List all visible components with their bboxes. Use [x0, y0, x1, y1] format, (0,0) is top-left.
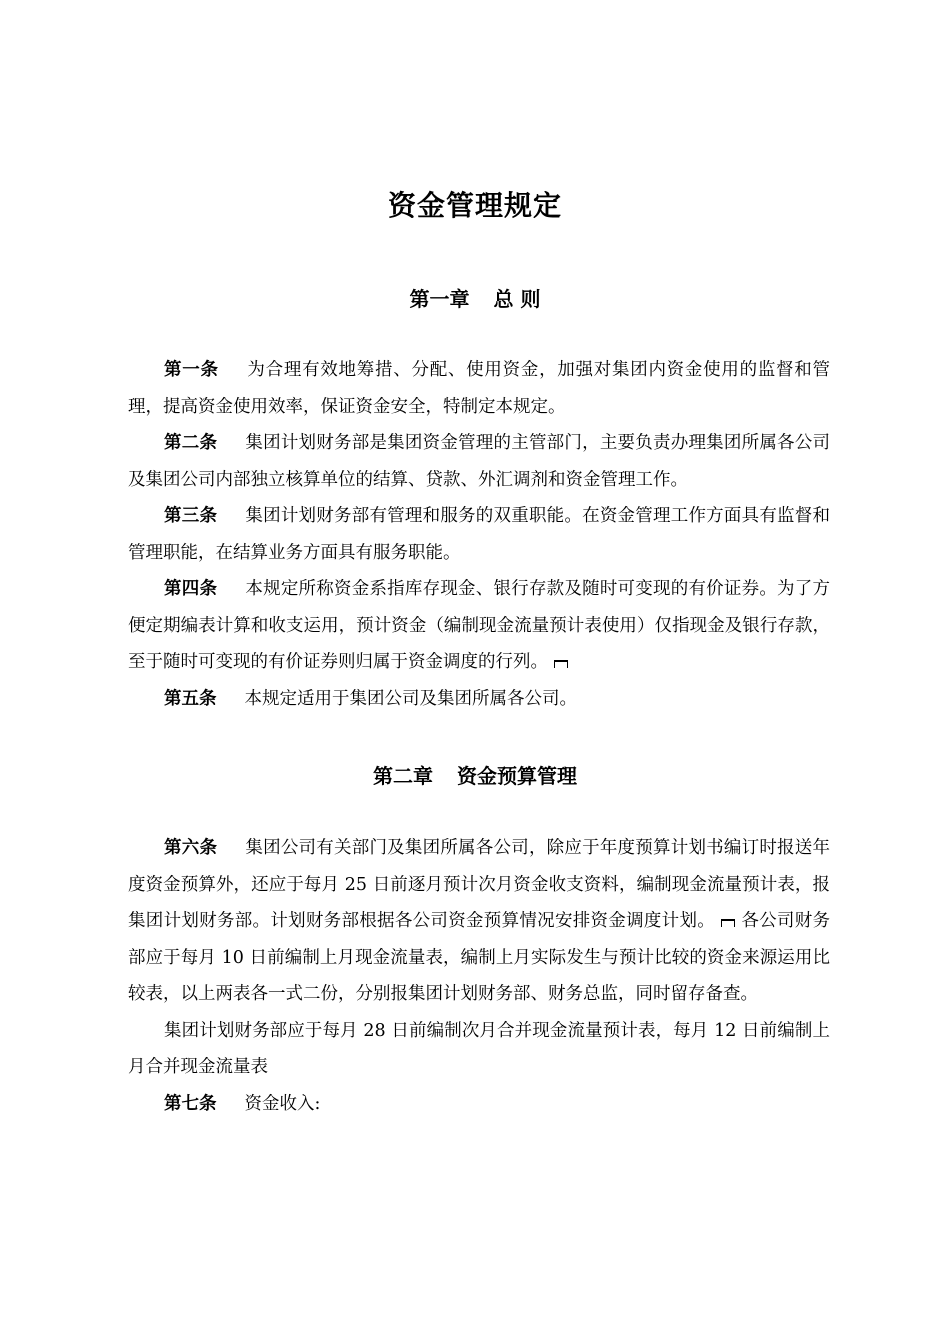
article-4-text: 本规定所称资金系指库存现金、银行存款及随时可变现的有价证券。为了方便定期编表计算和收支运用，预计资金（编制现金流量预计表使用）仅指现金及银行存款，至于随时可变现的有价证券则归属于资金调度的行列。 [128, 579, 831, 672]
article-5 [128, 681, 830, 718]
article-2 [128, 425, 830, 498]
article-4-label: 第四条 [164, 579, 218, 599]
article-3-text: 集团计划财务部有管理和服务的双重职能。在资金管理工作方面具有监督和管理职能，在结算业务方面具有服务职能。 [128, 506, 831, 563]
article-4 [128, 571, 830, 681]
document-title: 资金管理规定 [387, 189, 562, 222]
chapter-2-label: 第二章 [373, 764, 433, 788]
chapter-1-label: 第一章 [409, 287, 470, 311]
paragraph-mark-icon [554, 660, 568, 668]
article-6-label: 第六条 [164, 838, 218, 858]
article-3-label: 第三条 [164, 506, 218, 526]
article-1-label: 第一条 [164, 360, 219, 380]
article-7-label: 第七条 [164, 1093, 217, 1114]
article-7 [128, 1086, 830, 1123]
chapter-1-name: 总 则 [493, 287, 541, 311]
chapter-2-body [128, 830, 830, 1122]
article-1 [128, 352, 830, 425]
article-3 [128, 498, 830, 571]
article-6-text-continued: 各公司财务部应于每月 10 日前编制上月现金流量表，编制上月实际发生与预计比较的资金来源运用比较表，以上两表各一式二份，分别报集团计划财务部、财务总监，同时留存备查。 [128, 911, 831, 1004]
chapter-2-heading [0, 760, 950, 789]
chapter-1-body [128, 352, 830, 717]
article-5-text: 本规定适用于集团公司及集团所属各公司。 [244, 688, 577, 709]
article-6 [128, 830, 830, 1013]
chapter-1-heading [0, 283, 950, 312]
plain-paragraph: 集团计划财务部应于每月 28 日前编制次月合并现金流量预计表，每月 12 日前编制上月合并现金流量表 [128, 1020, 830, 1077]
article-5-label: 第五条 [164, 688, 217, 709]
chapter-2-name: 资金预算管理 [457, 764, 577, 788]
article-2-text: 集团计划财务部是集团资金管理的主管部门，主要负责办理集团所属各公司及集团公司内部独立核算单位的结算、贷款、外汇调剂和资金管理工作。 [128, 433, 831, 490]
article-7-text: 资金收入: [244, 1093, 321, 1114]
article-1-text: 为合理有效地筹措、分配、使用资金，加强对集团内资金使用的监督和管理，提高资金使用效率，保证资金安全，特制定本规定。 [128, 360, 830, 417]
article-2-label: 第二条 [164, 433, 218, 453]
article-6-text: 集团公司有关部门及集团所属各公司，除应于年度预算计划书编订时报送年度资金预算外，还应于每月 25 日前逐月预计次月资金收支资料，编制现金流量预计表，报集团计划财务部。计划财务部根据各公司资金预算情况安排资金调度计划。 [128, 838, 831, 931]
paragraph-mark-icon [721, 919, 735, 927]
